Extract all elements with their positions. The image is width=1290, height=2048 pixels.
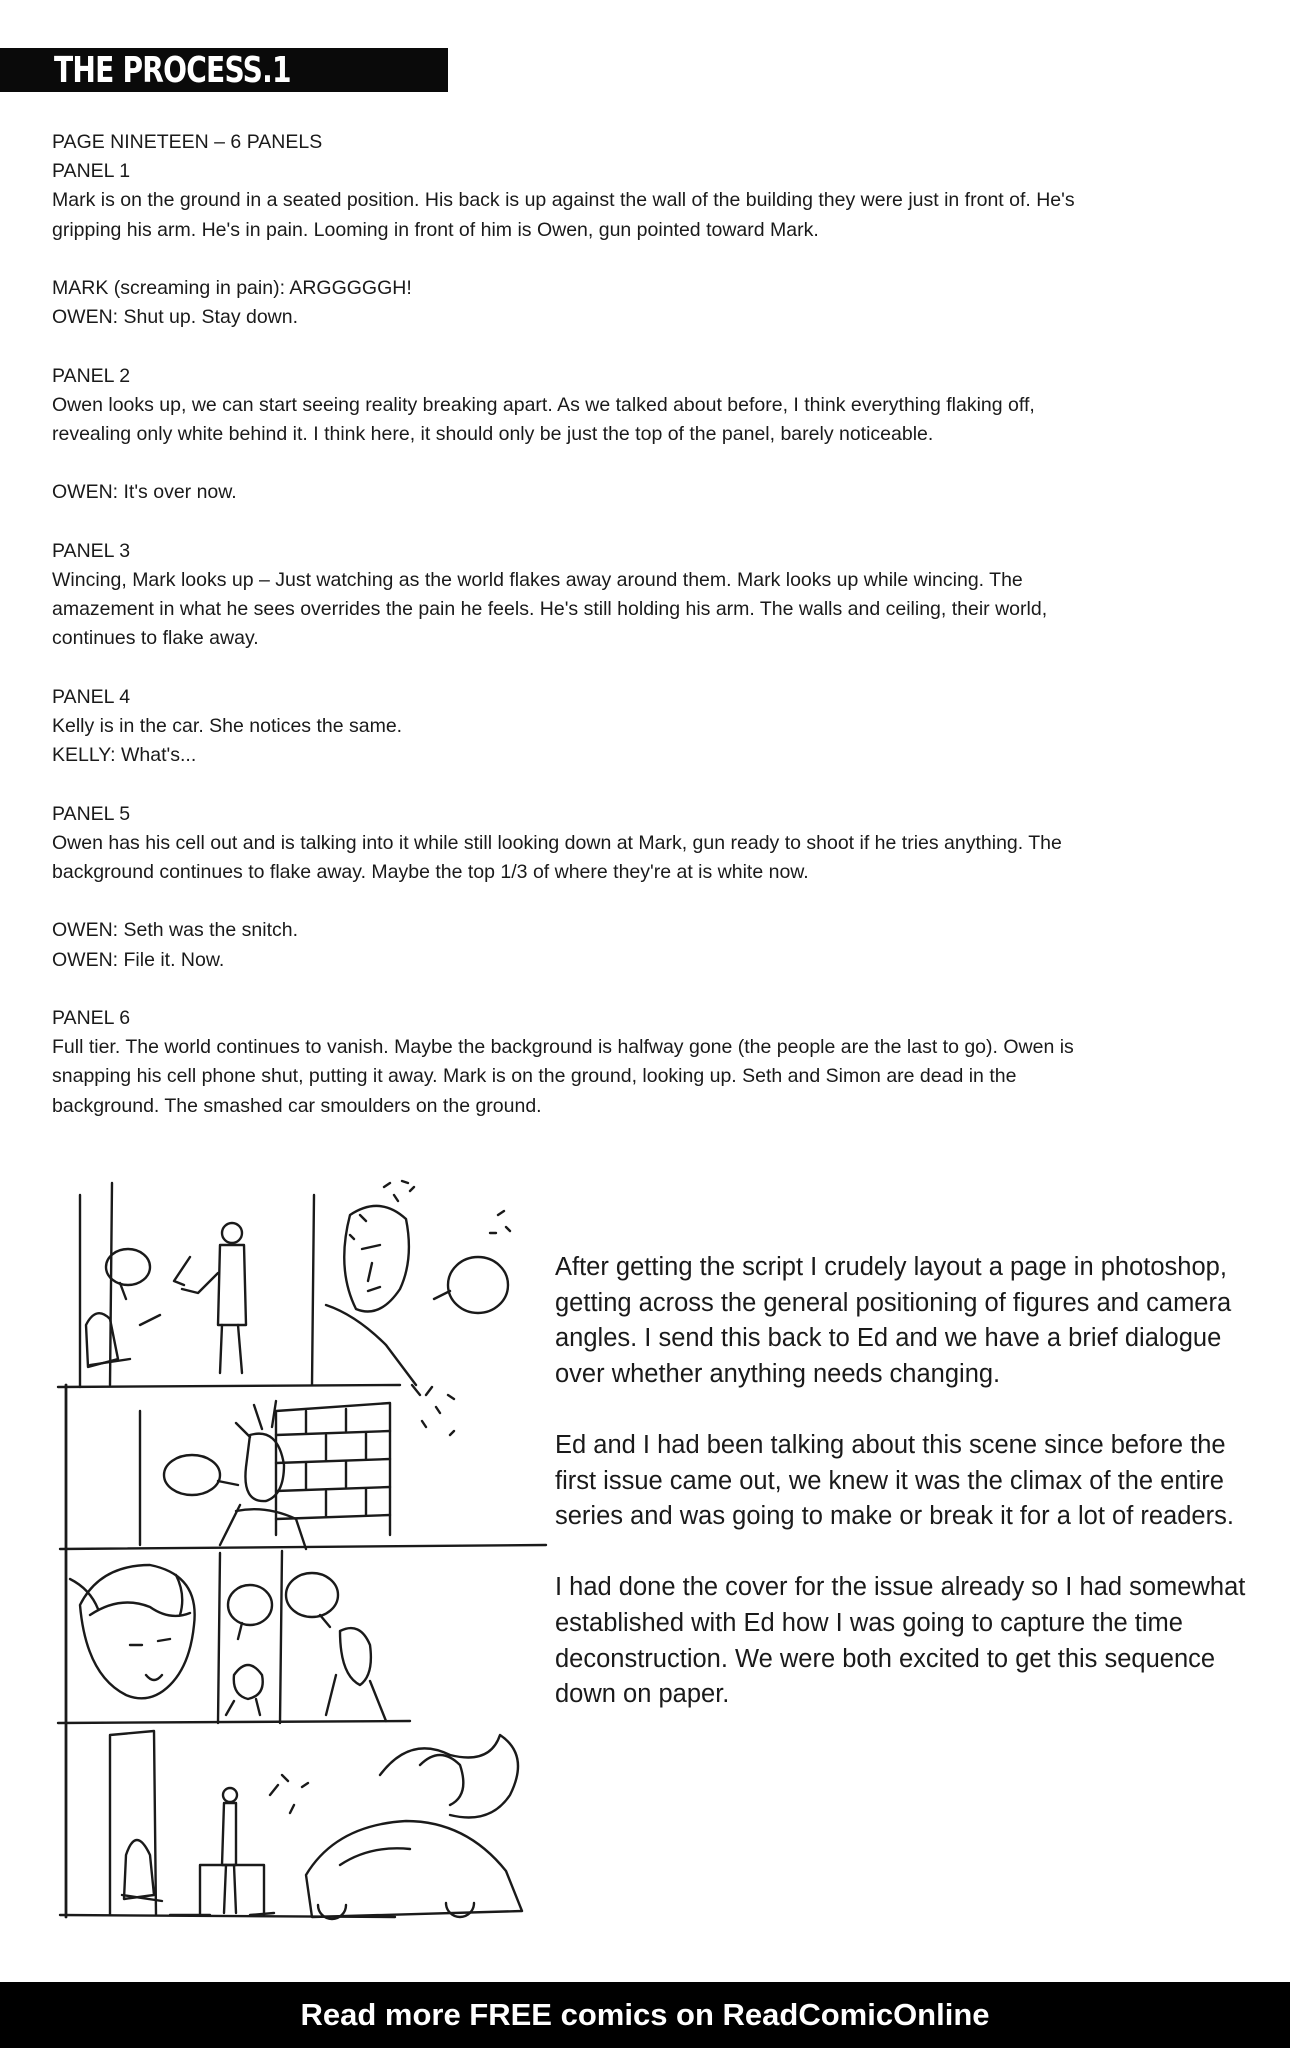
dialogue-line: OWEN: File it. Now. bbox=[52, 948, 225, 971]
figure-shoulders bbox=[236, 1509, 306, 1549]
speech-balloon bbox=[106, 1249, 150, 1285]
figure-body bbox=[222, 1803, 236, 1865]
footer-link-text[interactable]: Read more FREE comics on ReadComicOnline bbox=[300, 1997, 990, 2032]
dialogue-line: OWEN: It's over now. bbox=[52, 481, 237, 504]
figure-body bbox=[218, 1245, 246, 1325]
dialogue-line: MARK (screaming in pain): ARGGGGGH! bbox=[52, 277, 412, 299]
panel-label: PANEL 1 bbox=[52, 160, 131, 183]
artist-commentary bbox=[555, 1250, 1255, 1748]
tier-divider bbox=[58, 1721, 410, 1723]
figure-arm bbox=[182, 1273, 218, 1293]
footer-banner[interactable] bbox=[0, 1982, 1290, 2048]
gun-arm bbox=[174, 1257, 190, 1285]
panel-description-line: background. The smashed car smoulders on the ground. bbox=[52, 1094, 542, 1117]
tier-divider bbox=[60, 1545, 546, 1549]
balloon-tail bbox=[434, 1291, 450, 1299]
panel-4-block bbox=[52, 683, 1242, 771]
speech-balloon bbox=[448, 1257, 508, 1313]
dialogue-block bbox=[52, 478, 1242, 507]
panel-description-line: snapping his cell phone shut, putting it away. Mark is on the ground, looking up. Seth and Simon are dead in the bbox=[52, 1065, 1017, 1088]
dialogue-line: OWEN: Shut up. Stay down. bbox=[52, 306, 299, 329]
balloon-tail bbox=[218, 1481, 238, 1485]
woman-head bbox=[80, 1565, 195, 1698]
section-header-bar bbox=[0, 48, 448, 92]
section-title: THE PROCESS.1 bbox=[54, 50, 291, 91]
figure-head bbox=[234, 1665, 263, 1699]
panel-description-line: Owen has his cell out and is talking into it while still looking down at Mark, gun ready to shoot if he tries anything. The bbox=[52, 831, 1062, 854]
panel-label: PANEL 5 bbox=[52, 802, 131, 825]
panel-description-line: revealing only white behind it. I think here, it should only be just the top of the panel, barely noticeable. bbox=[52, 423, 934, 445]
panel-description-line: Owen looks up, we can start seeing reality breaking apart. As we talked about before, I think everything flaking off, bbox=[52, 393, 1035, 416]
prop-line bbox=[140, 1315, 160, 1325]
figure-legs bbox=[220, 1325, 242, 1373]
balloon-tail bbox=[238, 1623, 242, 1639]
panel-5-block bbox=[52, 800, 1242, 888]
speech-balloon bbox=[164, 1455, 220, 1495]
panel-1-block bbox=[52, 128, 1242, 245]
page-heading: PAGE NINETEEN – 6 PANELS bbox=[52, 131, 323, 153]
figure-arm bbox=[220, 1505, 240, 1545]
commentary-paragraph: Ed and I had been talking about this scene since before the first issue came out, we knew it was the climax of the entire series and was going to make or break it for a lot of readers. bbox=[555, 1430, 1234, 1531]
flakes bbox=[270, 1775, 308, 1813]
panel-2-block bbox=[52, 362, 1242, 450]
panel-description-line: gripping his arm. He's in pain. Looming in front of him is Owen, gun pointed toward Mark. bbox=[52, 218, 819, 241]
flakes bbox=[490, 1211, 510, 1233]
figure-body bbox=[226, 1699, 260, 1715]
balloon-tail bbox=[320, 1615, 330, 1627]
speech-balloon bbox=[286, 1573, 338, 1617]
face-closeup bbox=[344, 1206, 409, 1312]
panel-description-line: continues to flake away. bbox=[52, 627, 259, 650]
dialogue-line: OWEN: Seth was the snitch. bbox=[52, 919, 299, 942]
speech-balloon bbox=[228, 1585, 272, 1625]
panel-border bbox=[312, 1195, 314, 1385]
dialogue-block bbox=[52, 274, 1242, 332]
figure-head bbox=[340, 1628, 371, 1685]
panel-label: PANEL 6 bbox=[52, 1006, 131, 1029]
shoulder-line bbox=[326, 1305, 416, 1385]
smoke bbox=[420, 1755, 463, 1805]
seated-figure bbox=[124, 1840, 154, 1899]
script-text bbox=[52, 128, 1242, 1150]
face-features bbox=[362, 1245, 380, 1291]
steps bbox=[200, 1865, 264, 1915]
panel-label: PANEL 4 bbox=[52, 685, 131, 708]
figure-legs bbox=[224, 1865, 236, 1913]
dialogue-block bbox=[52, 916, 1242, 974]
commentary-paragraph: After getting the script I crudely layout a page in photoshop, getting across the general positioning of figures and camera angles. I send this back to Ed and we have a brief dialogue over whether anything needs changing. bbox=[555, 1253, 1232, 1388]
spiky-hair bbox=[236, 1401, 276, 1437]
brick-joints bbox=[306, 1409, 366, 1517]
smashed-car bbox=[306, 1821, 522, 1917]
figure-head bbox=[222, 1223, 242, 1243]
panel-description-line: amazement in what he sees overrides the pain he feels. He's still holding his arm. The walls and ceiling, their world, bbox=[52, 598, 1048, 621]
panel-border bbox=[110, 1183, 112, 1385]
panel-description-line: Full tier. The world continues to vanish. Maybe the background is halfway gone (the people are the last to go). Owen is bbox=[52, 1036, 1074, 1059]
ground-line bbox=[170, 1913, 274, 1915]
panel-description-line: Wincing, Mark looks up – Just watching as the world flakes away around them. Mark looks up while wincing. The bbox=[52, 568, 1023, 591]
panel-6-block bbox=[52, 1004, 1242, 1121]
panel-3-block bbox=[52, 537, 1242, 654]
car-details bbox=[318, 1848, 474, 1919]
panel-description-line: background continues to flake away. Maybe the top 1/3 of where they're at is white now. bbox=[52, 860, 809, 883]
hair-line bbox=[90, 1603, 190, 1616]
doorway bbox=[110, 1731, 156, 1915]
panel-border bbox=[218, 1553, 220, 1723]
figure-head bbox=[223, 1788, 237, 1802]
panel-label: PANEL 3 bbox=[52, 539, 131, 562]
figure-head bbox=[245, 1434, 284, 1501]
panel-description-line: Mark is on the ground in a seated position. His back is up against the wall of the building they were just in front of. He's bbox=[52, 189, 1075, 212]
commentary-paragraph: I had done the cover for the issue already so I had somewhat established with Ed how I was going to capture the time deconstruction. We were both excited to get this sequence down on paper. bbox=[555, 1573, 1246, 1709]
panel-description-line: Kelly is in the car. She notices the same. bbox=[52, 714, 403, 737]
brick-rows bbox=[276, 1431, 390, 1519]
seated-figure bbox=[86, 1313, 118, 1367]
layout-sketch bbox=[50, 1175, 555, 1925]
panel-border bbox=[280, 1551, 282, 1723]
panel-label: PANEL 2 bbox=[52, 364, 131, 387]
face-features bbox=[130, 1639, 170, 1680]
dialogue-line: KELLY: What's... bbox=[52, 744, 197, 767]
flakes bbox=[412, 1385, 454, 1435]
